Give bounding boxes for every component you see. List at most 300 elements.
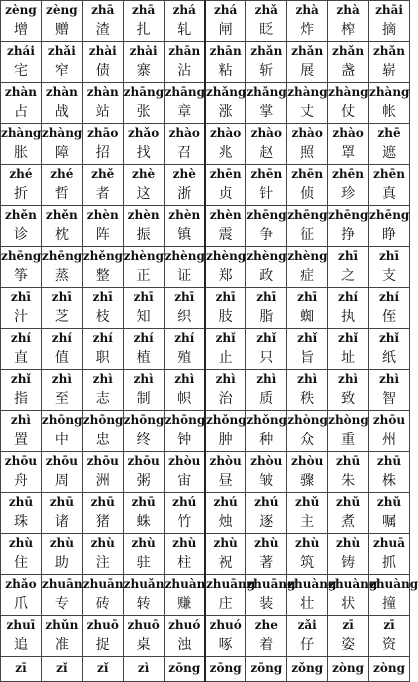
pinyin-label: zhòu: [291, 454, 324, 468]
hanzi-character: 竹: [177, 514, 192, 530]
character-cell: [41, 329, 82, 370]
hanzi-character: 宙: [177, 473, 192, 489]
character-cell: [1, 42, 42, 83]
pinyin-label: zhǎn: [250, 44, 283, 58]
pinyin-label: zhōu: [45, 454, 78, 468]
pinyin-label: zhōu: [86, 454, 119, 468]
pinyin-label: zhào: [209, 126, 242, 140]
pinyin-label: zhòng: [328, 413, 369, 427]
hanzi-character: 震: [218, 227, 233, 243]
hanzi-character: 烛: [218, 514, 233, 530]
character-cell: [164, 124, 205, 165]
character-cell: [1, 616, 42, 657]
character-cell: [164, 411, 205, 452]
pinyin-label: zhā: [91, 3, 115, 17]
pinyin-label: zhí: [338, 290, 359, 304]
pinyin-label: zhì: [51, 372, 72, 386]
pinyin-label: zhēn: [250, 167, 283, 181]
pinyin-label: zhǔ: [376, 495, 402, 509]
pinyin-label: zhé: [50, 167, 74, 181]
pinyin-label: zī: [383, 618, 395, 632]
hanzi-character: 寨: [136, 63, 151, 79]
pinyin-label: zhōu: [372, 413, 406, 427]
table-body: [1, 1, 418, 682]
hanzi-character: 志: [95, 391, 110, 407]
character-cell: [287, 247, 328, 288]
character-cell: [123, 329, 164, 370]
pinyin-label: zhēn: [291, 167, 324, 181]
pinyin-label: zhài: [88, 44, 117, 58]
table-row: [1, 42, 410, 83]
hanzi-character: 著: [259, 555, 274, 571]
hanzi-character: 煮: [341, 514, 356, 530]
character-cell: [246, 42, 287, 83]
character-cell: [328, 329, 369, 370]
pinyin-label: zhù: [213, 536, 238, 550]
pinyin-label: zhì: [256, 372, 277, 386]
table-row: [1, 288, 410, 329]
character-cell: [82, 247, 123, 288]
hanzi-character: 政: [259, 268, 274, 284]
character-cell: [123, 411, 164, 452]
character-cell: [246, 411, 287, 452]
character-cell: [41, 657, 82, 682]
character-cell: [82, 288, 123, 329]
character-cell: [164, 534, 205, 575]
pinyin-label: zhá: [213, 3, 238, 17]
character-cell: [41, 42, 82, 83]
hanzi-character: 皱: [259, 473, 274, 489]
character-cell: [82, 616, 123, 657]
hanzi-character: 职: [95, 350, 110, 366]
character-cell: [287, 329, 328, 370]
pinyin-label: zhī: [174, 290, 195, 304]
hanzi-character: 照: [300, 145, 315, 161]
character-cell: [164, 247, 205, 288]
pinyin-label: zhàng: [328, 85, 369, 99]
hanzi-character: 赵: [259, 145, 274, 161]
character-cell: [82, 329, 123, 370]
pinyin-label: zhī: [378, 249, 400, 263]
pinyin-label: zhuó: [168, 618, 201, 632]
table-row: [1, 329, 410, 370]
hanzi-character: 诸: [54, 514, 69, 530]
hanzi-character: 骤: [300, 473, 315, 489]
character-cell: [41, 411, 82, 452]
hanzi-character: 仗: [341, 104, 356, 120]
hanzi-character: 置: [13, 432, 28, 448]
pinyin-label: zhī: [51, 290, 72, 304]
character-cell: [328, 288, 369, 329]
character-cell: [328, 411, 369, 452]
pinyin-label: zèng: [46, 3, 78, 17]
character-cell: [205, 1, 246, 42]
hanzi-character: 珍: [341, 186, 356, 202]
pinyin-label: zhǐ: [215, 331, 236, 345]
character-cell: [246, 493, 287, 534]
character-cell: [1, 575, 42, 616]
pinyin-label: zhū: [90, 495, 115, 509]
hanzi-character: 障: [54, 145, 69, 161]
pinyin-label: zhēng: [328, 208, 369, 222]
pinyin-label: zhàn: [45, 85, 78, 99]
hanzi-character: 帐: [382, 104, 396, 120]
hanzi-character: 至: [54, 391, 69, 407]
hanzi-character: 逐: [259, 514, 274, 530]
character-cell: [1, 370, 42, 411]
hanzi-character: 资: [382, 637, 396, 653]
character-cell: [123, 370, 164, 411]
hanzi-character: 蛛: [136, 514, 151, 530]
hanzi-character: 织: [177, 309, 192, 325]
character-cell: [205, 206, 246, 247]
character-cell: [287, 1, 328, 42]
pinyin-label: zhǐ: [338, 331, 359, 345]
pinyin-label: zhèn: [168, 208, 201, 222]
hanzi-character: 战: [54, 104, 69, 120]
character-cell: [328, 165, 369, 206]
character-cell: [369, 534, 410, 575]
pinyin-label: zhī: [215, 290, 236, 304]
pinyin-label: zhǎ: [254, 3, 278, 17]
pinyin-label: zhēn: [209, 167, 242, 181]
hanzi-character: 州: [382, 432, 396, 448]
table-row: [1, 247, 410, 288]
hanzi-character: 只: [259, 350, 274, 366]
character-cell: [164, 657, 205, 682]
pinyin-label: zhū: [376, 454, 402, 468]
pinyin-label: zhì: [338, 372, 359, 386]
character-cell: [1, 329, 42, 370]
hanzi-character: 债: [95, 63, 110, 79]
pinyin-label: zhuā: [372, 536, 406, 550]
pinyin-label: zhuó: [209, 618, 242, 632]
hanzi-character: 枝: [95, 309, 110, 325]
pinyin-label: zhe: [254, 618, 278, 632]
hanzi-character: 镇: [177, 227, 192, 243]
pinyin-label: zhái: [7, 44, 35, 58]
hanzi-character: 粘: [218, 63, 233, 79]
character-cell: [82, 534, 123, 575]
pinyin-label: zhū: [335, 454, 361, 468]
character-cell: [41, 616, 82, 657]
character-cell: [123, 493, 164, 534]
hanzi-character: 侦: [300, 186, 315, 202]
pinyin-label: zhà: [295, 3, 319, 17]
hanzi-character: 株: [382, 473, 396, 489]
pinyin-label: zhǎo: [127, 126, 160, 140]
character-cell: [82, 1, 123, 42]
hanzi-character: 针: [259, 186, 274, 202]
hanzi-character: 纸: [382, 350, 396, 366]
hanzi-character: 罩: [341, 145, 356, 161]
character-cell: [205, 124, 246, 165]
pinyin-label: zhì: [174, 372, 195, 386]
pinyin-label: zhù: [172, 536, 197, 550]
hanzi-character: 朱: [341, 473, 356, 489]
table-row: [1, 370, 410, 411]
table-row: [1, 657, 410, 682]
pinyin-label: zhǎn: [372, 44, 406, 58]
hanzi-character: 宅: [13, 63, 28, 79]
character-cell: [328, 1, 369, 42]
pinyin-label: zhuāng: [205, 577, 256, 591]
character-cell: [246, 1, 287, 42]
hanzi-character: 正: [136, 268, 151, 284]
hanzi-character: 阵: [95, 227, 110, 243]
pinyin-label: zhòu: [250, 454, 283, 468]
character-cell: [369, 165, 410, 206]
hanzi-character: 诊: [13, 227, 28, 243]
character-cell: [82, 206, 123, 247]
hanzi-character: 驻: [136, 555, 151, 571]
pinyin-label: zhān: [209, 44, 242, 58]
pinyin-label: zhī: [256, 290, 277, 304]
pinyin-label: zhì: [133, 372, 154, 386]
hanzi-character: 轧: [177, 22, 192, 38]
hanzi-character: 专: [54, 596, 69, 612]
character-cell: [287, 370, 328, 411]
character-cell: [1, 247, 42, 288]
hanzi-character: 章: [177, 104, 192, 120]
pinyin-label: zhǔ: [335, 495, 361, 509]
character-cell: [1, 83, 42, 124]
pinyin-label: zhí: [133, 331, 154, 345]
character-cell: [246, 124, 287, 165]
pinyin-label: zhǔn: [45, 618, 79, 632]
table-row: [1, 206, 410, 247]
pinyin-label: zhěn: [4, 208, 37, 222]
character-cell: [328, 493, 369, 534]
character-cell: [205, 616, 246, 657]
character-cell: [82, 83, 123, 124]
pinyin-label: zhù: [49, 536, 74, 550]
pinyin-label: zōng: [168, 661, 201, 675]
character-cell: [246, 370, 287, 411]
pinyin-label: zhèng: [123, 249, 164, 263]
character-cell: [1, 124, 42, 165]
character-cell: [328, 575, 378, 616]
character-cell: [328, 83, 369, 124]
pinyin-label: zǐ: [56, 661, 68, 675]
character-cell: [369, 657, 410, 682]
hanzi-character: 增: [13, 22, 28, 38]
hanzi-character: 沾: [177, 63, 192, 79]
character-cell: [123, 616, 164, 657]
character-cell: [41, 575, 82, 616]
character-cell: [82, 411, 123, 452]
character-cell: [82, 657, 123, 682]
pinyin-label: zhuō: [86, 618, 119, 632]
hanzi-character: 帜: [177, 391, 192, 407]
pinyin-label: zhèng: [205, 249, 247, 263]
character-cell: [369, 411, 410, 452]
pinyin-label: zhù: [335, 536, 361, 550]
pinyin-label: zì: [137, 661, 150, 675]
hanzi-character: 掌: [259, 104, 274, 120]
pinyin-label: zhè: [172, 167, 196, 181]
pinyin-label: zhǐ: [378, 331, 400, 345]
pinyin-label: zhēng: [41, 249, 83, 263]
pinyin-label: zhè: [132, 167, 156, 181]
hanzi-character: 兆: [218, 145, 233, 161]
hanzi-character: 振: [136, 227, 151, 243]
character-cell: [246, 247, 287, 288]
pinyin-label: zhuān: [82, 577, 124, 591]
pinyin-label: zhào: [250, 126, 282, 140]
pinyin-label: zhào: [332, 126, 364, 140]
pinyin-label: zhī: [92, 290, 113, 304]
character-cell: [164, 575, 205, 616]
pinyin-label: zhēn: [332, 167, 365, 181]
pinyin-label: zhēng: [246, 208, 287, 222]
hanzi-character: 治: [218, 391, 233, 407]
pinyin-label: zhǎng: [205, 85, 247, 99]
pinyin-label: zhù: [131, 536, 156, 550]
pinyin-label: zhī: [297, 290, 318, 304]
pinyin-label: zhì: [378, 372, 400, 386]
hanzi-character: 崭: [382, 63, 396, 79]
character-cell: [205, 657, 246, 682]
hanzi-character: 占: [13, 104, 28, 120]
hanzi-character: 蜘: [300, 309, 315, 325]
pinyin-label: zhì: [297, 372, 318, 386]
pinyin-label: zhǎn: [291, 44, 324, 58]
hanzi-character: 啄: [218, 637, 233, 653]
character-cell: [41, 247, 82, 288]
character-cell: [1, 165, 42, 206]
pinyin-label: zhēng: [1, 249, 42, 263]
character-cell: [369, 288, 410, 329]
hanzi-character: 庄: [218, 596, 233, 612]
hanzi-character: 忠: [95, 432, 110, 448]
character-cell: [1, 452, 42, 493]
character-cell: [164, 83, 205, 124]
table-row: [1, 165, 410, 206]
hanzi-character: 窄: [54, 63, 69, 79]
pinyin-label: zhào: [291, 126, 323, 140]
hanzi-character: 汁: [13, 309, 28, 325]
hanzi-character: 郑: [218, 268, 233, 284]
hanzi-character: 这: [136, 186, 151, 202]
hanzi-character: 注: [95, 555, 110, 571]
pinyin-label: zhú: [254, 495, 279, 509]
pinyin-label: zhuī: [6, 618, 36, 632]
hanzi-character: 肢: [218, 309, 233, 325]
character-cell: [328, 616, 369, 657]
character-cell: [369, 83, 410, 124]
pinyin-label: zhú: [172, 495, 197, 509]
pinyin-label: zhì: [215, 372, 236, 386]
hanzi-character: 浊: [177, 637, 192, 653]
character-cell: [246, 288, 287, 329]
character-cell: [1, 411, 42, 452]
character-cell: [369, 370, 410, 411]
character-cell: [123, 1, 164, 42]
character-cell: [328, 206, 369, 247]
pinyin-label: zhǒng: [246, 413, 288, 427]
character-cell: [123, 124, 164, 165]
character-cell: [287, 288, 328, 329]
character-cell: [246, 575, 296, 616]
character-cell: [328, 42, 369, 83]
character-cell: [41, 370, 82, 411]
hanzi-character: 桌: [136, 637, 151, 653]
pinyin-label: zhí: [10, 331, 31, 345]
character-cell: [82, 42, 123, 83]
hanzi-character: 嘱: [382, 514, 396, 530]
pinyin-label: zhě: [91, 167, 115, 181]
character-cell: [123, 288, 164, 329]
pinyin-label: zòng: [373, 661, 405, 675]
pinyin-label: zhǐ: [10, 372, 31, 386]
hanzi-character: 舟: [13, 473, 28, 489]
pinyin-label: zhí: [51, 331, 72, 345]
pinyin-label: zōng: [209, 661, 242, 675]
pinyin-label: zhài: [129, 44, 158, 58]
hanzi-character: 斩: [259, 63, 274, 79]
table-row: [1, 534, 410, 575]
pinyin-label: zhù: [295, 536, 320, 550]
pinyin-label: zhī: [133, 290, 154, 304]
pinyin-label: zhàng: [287, 85, 328, 99]
pinyin-label: zhù: [8, 536, 34, 550]
character-cell: [205, 575, 256, 616]
hanzi-character: 肿: [218, 432, 233, 448]
pinyin-label: zhèn: [209, 208, 242, 222]
hanzi-character: 重: [341, 432, 356, 448]
hanzi-character: 粥: [136, 473, 151, 489]
hanzi-character: 征: [300, 227, 315, 243]
pinyin-label: zhāo: [87, 126, 119, 140]
character-cell: [246, 165, 287, 206]
pinyin-label: zhuǎn: [123, 577, 165, 591]
pinyin-label: zhàng: [1, 126, 42, 140]
hanzi-character: 涨: [218, 104, 233, 120]
character-cell: [164, 329, 205, 370]
hanzi-character: 转: [136, 596, 151, 612]
pinyin-label: zhuàng: [328, 577, 378, 591]
character-cell: [328, 657, 369, 682]
pinyin-label: zhāi: [375, 3, 403, 17]
pinyin-label: zhōng: [82, 413, 124, 427]
hanzi-character: 遮: [382, 145, 396, 161]
character-cell: [369, 575, 418, 616]
character-cell: [164, 370, 205, 411]
pinyin-label: zhào: [168, 126, 200, 140]
pinyin-label: zhù: [254, 536, 279, 550]
hanzi-character: 指: [13, 391, 28, 407]
character-cell: [205, 370, 246, 411]
character-cell: [246, 329, 287, 370]
pinyin-label: zī: [15, 661, 27, 675]
hanzi-character: 招: [95, 145, 110, 161]
character-cell: [123, 206, 164, 247]
hanzi-character: 爪: [13, 596, 28, 612]
character-cell: [123, 452, 164, 493]
hanzi-character: 榨: [341, 22, 356, 38]
hanzi-character: 众: [300, 432, 315, 448]
pinyin-label: zhuō: [127, 618, 160, 632]
hanzi-character: 知: [136, 309, 151, 325]
character-cell: [369, 206, 410, 247]
character-cell: [164, 206, 205, 247]
pinyin-label: zhū: [49, 495, 74, 509]
pinyin-label: zhǐ: [297, 331, 318, 345]
pinyin-label: zhàng: [369, 85, 410, 99]
pinyin-label: zhē: [377, 126, 401, 140]
pinyin-label: zhì: [10, 413, 31, 427]
